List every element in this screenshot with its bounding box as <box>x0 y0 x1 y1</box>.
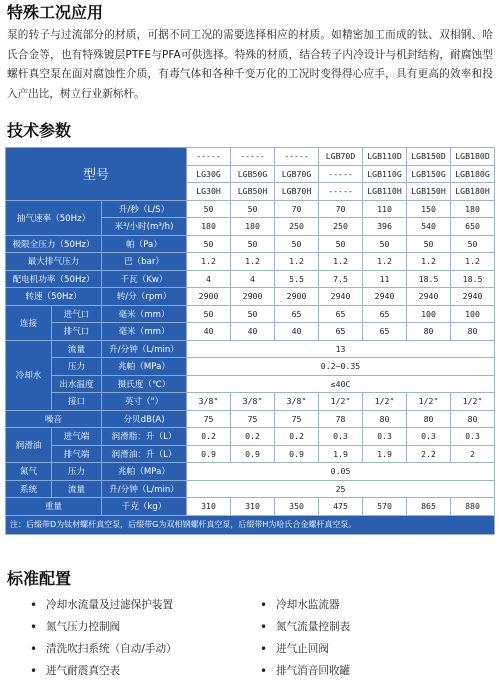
value-cell: 4 <box>231 270 275 288</box>
value-cell: 0.2 <box>187 428 231 446</box>
model-cell: LGB70G <box>275 165 319 183</box>
weight-row <box>6 498 495 516</box>
value-cell: 50 <box>407 235 451 253</box>
value-cell: 0.3 <box>319 428 363 446</box>
cooling-pressure-row <box>6 358 495 376</box>
value-cell: 50 <box>231 305 275 323</box>
list-item-label: 冷却水监流器 <box>276 599 340 611</box>
noise-row <box>6 410 495 428</box>
value-cell: 180 <box>187 218 231 236</box>
value-cell: 100 <box>407 305 451 323</box>
value-cell: 2940 <box>363 288 407 306</box>
value-cell: 2900 <box>231 288 275 306</box>
value-cell: 310 <box>187 498 231 516</box>
ultimate-pressure-label: 极限全压力（50Hz） <box>6 235 102 253</box>
value-cell: 2940 <box>451 288 495 306</box>
sub-label: 排气端 <box>52 445 102 463</box>
unit-cell: 毫米（mm） <box>102 305 187 323</box>
unit-cell: 千瓦（Kw） <box>102 270 187 288</box>
value-cell: 75 <box>231 410 275 428</box>
sub-label: 压力 <box>52 463 102 481</box>
unit-cell: 千克（kg） <box>102 498 187 516</box>
value-cell: 50 <box>275 235 319 253</box>
value-cell: 40 <box>275 323 319 341</box>
value-cell: 3/8" <box>275 393 319 411</box>
value-cell: 80 <box>451 410 495 428</box>
unit-cell: 升/分钟（L/min） <box>102 480 187 498</box>
value-cell: 3/8" <box>187 393 231 411</box>
bullet-icon: • <box>260 620 268 634</box>
cooling-water-label: 冷却水 <box>6 340 52 410</box>
model-cell: LGB150G <box>407 165 451 183</box>
sub-label: 进气端 <box>52 428 102 446</box>
value-cell: 65 <box>319 323 363 341</box>
value-cell: 0.9 <box>275 445 319 463</box>
model-cell: ----- <box>275 148 319 166</box>
model-row-1 <box>6 148 495 166</box>
value-cell: 100 <box>451 305 495 323</box>
value-cell: 70 <box>319 200 363 218</box>
list-item <box>28 594 258 616</box>
nitrogen-label: 氮气 <box>6 463 52 481</box>
list-item <box>258 594 488 616</box>
value-cell: 3/8" <box>231 393 275 411</box>
pumping-speed-label: 抽气速率（50Hz） <box>6 200 102 235</box>
unit-cell: 兆帕（MPa） <box>102 358 187 376</box>
merged-value-cell: 13 <box>187 340 495 358</box>
value-cell: 1.9 <box>363 445 407 463</box>
lube-outlet-row <box>6 445 495 463</box>
table-note: 注：后缀带D为钛材螺杆真空泵，后缀带G为双相钢螺杆真空泵，后缀带H为哈氏合金螺杆真空泵。 <box>6 515 495 534</box>
value-cell: 1.2 <box>275 253 319 271</box>
sub-label: 排气口 <box>52 323 102 341</box>
sub-label: 压力 <box>52 358 102 376</box>
list-item-label: 进气止回阀 <box>276 643 329 655</box>
note-row <box>6 515 495 534</box>
lube-inlet-row <box>6 428 495 446</box>
sub-label: 接口 <box>52 393 102 411</box>
system-label: 系统 <box>6 480 52 498</box>
value-cell: 18.5 <box>451 270 495 288</box>
noise-label: 噪音 <box>6 410 102 428</box>
value-cell: 0.2 <box>275 428 319 446</box>
lube-label: 润滑油 <box>6 428 52 463</box>
list-item <box>28 616 258 638</box>
section-title-standard-config: 标准配置 <box>7 569 72 588</box>
unit-cell: 润滑油：升（L） <box>102 445 187 463</box>
list-item-label: 氮气流量控制表 <box>276 621 351 633</box>
value-cell: 865 <box>407 498 451 516</box>
unit-cell: 兆帕（MPa） <box>102 463 187 481</box>
value-cell: 1.2 <box>407 253 451 271</box>
value-cell: 7.5 <box>319 270 363 288</box>
bullet-icon: • <box>30 598 38 612</box>
value-cell: 0.3 <box>407 428 451 446</box>
value-cell: 50 <box>231 235 275 253</box>
value-cell: 2940 <box>319 288 363 306</box>
model-cell: ----- <box>319 165 363 183</box>
value-cell: 1.2 <box>363 253 407 271</box>
value-cell: 80 <box>407 323 451 341</box>
value-cell: 50 <box>187 235 231 253</box>
value-cell: 65 <box>319 305 363 323</box>
value-cell: 18.5 <box>407 270 451 288</box>
list-item-label: 清洗吹扫系统（自动/手动） <box>46 643 177 655</box>
unit-cell: 帕（Pa） <box>102 235 187 253</box>
value-cell: 50 <box>187 200 231 218</box>
list-item-label: 氮气压力控制阀 <box>46 621 121 633</box>
value-cell: 50 <box>231 200 275 218</box>
value-cell: 4 <box>187 270 231 288</box>
model-cell: LG30G <box>187 165 231 183</box>
value-cell: 570 <box>363 498 407 516</box>
spec-table-wrapper <box>5 147 494 535</box>
list-item <box>28 660 258 682</box>
model-cell: LGB180H <box>451 183 495 201</box>
value-cell: 1.2 <box>319 253 363 271</box>
model-cell: LGB110H <box>363 183 407 201</box>
bullet-icon: • <box>260 642 268 656</box>
connection-label: 连接 <box>6 305 52 340</box>
spec-table <box>5 147 495 535</box>
max-exhaust-pressure-row <box>6 253 495 271</box>
model-cell: LGB110D <box>363 148 407 166</box>
model-label: 型号 <box>6 148 187 201</box>
value-cell: 65 <box>363 323 407 341</box>
bullet-icon: • <box>30 620 38 634</box>
model-cell: LGB110G <box>363 165 407 183</box>
value-cell: 1.9 <box>319 445 363 463</box>
cooling-port-row <box>6 393 495 411</box>
merged-value-cell: ≤40C <box>187 375 495 393</box>
ultimate-pressure-row <box>6 235 495 253</box>
special-conditions-paragraph: 泵的转子与过流部分的材质，可据不同工况的需要选择相应的材质。如精密加工而成的钛、双相钢、哈氏合金等，也有特殊镀层PTFE与PFA可供选择。特殊的材质，结合转子内冷设计与机封结构，耐腐蚀型螺杆真空泵在面对腐蚀性介质，有毒气体和各种千变万化的工况时变得得心应手，具有更高的效率和投入产出比，树立行业新标杆。 <box>7 29 493 100</box>
sub-label: 出水温度 <box>52 375 102 393</box>
rotation-speed-label: 转速（50Hz） <box>6 288 102 306</box>
value-cell: 1/2" <box>319 393 363 411</box>
value-cell: 2900 <box>187 288 231 306</box>
standard-config-left-list <box>28 594 258 682</box>
value-cell: 50 <box>363 235 407 253</box>
value-cell: 80 <box>363 410 407 428</box>
model-cell: LGB50H <box>231 183 275 201</box>
list-item <box>28 638 258 660</box>
model-cell: ----- <box>187 148 231 166</box>
value-cell: 650 <box>451 218 495 236</box>
cooling-flow-row <box>6 340 495 358</box>
model-cell: ----- <box>319 183 363 201</box>
value-cell: 150 <box>407 200 451 218</box>
model-cell: LGB70D <box>319 148 363 166</box>
motor-power-row <box>6 270 495 288</box>
model-cell: LGB180D <box>451 148 495 166</box>
value-cell: 5.5 <box>275 270 319 288</box>
value-cell: 110 <box>363 200 407 218</box>
unit-cell: 毫米（mm） <box>102 323 187 341</box>
value-cell: 396 <box>363 218 407 236</box>
list-item-label: 冷却水流量及过滤保护装置 <box>46 599 174 611</box>
unit-cell: 摄氏度（℃） <box>102 375 187 393</box>
value-cell: 0.2 <box>231 428 275 446</box>
bullet-icon: • <box>30 664 38 678</box>
list-item-label: 排气消音回收罐 <box>276 665 351 677</box>
value-cell: 50 <box>187 305 231 323</box>
sub-label: 进气口 <box>52 305 102 323</box>
unit-cell: 英寸（"） <box>102 393 187 411</box>
standard-config-right-list <box>258 594 488 682</box>
bullet-icon: • <box>260 598 268 612</box>
sub-label: 流量 <box>52 340 102 358</box>
value-cell: 2.2 <box>407 445 451 463</box>
value-cell: 1/2" <box>363 393 407 411</box>
unit-cell: 巴（bar） <box>102 253 187 271</box>
value-cell: 70 <box>275 200 319 218</box>
value-cell: 80 <box>407 410 451 428</box>
value-cell: 350 <box>275 498 319 516</box>
merged-value-cell: 0.2~0.35 <box>187 358 495 376</box>
rotation-speed-row <box>6 288 495 306</box>
value-cell: 2 <box>451 445 495 463</box>
unit-cell: 润滑脂：升（L） <box>102 428 187 446</box>
merged-value-cell: 25 <box>187 480 495 498</box>
value-cell: 250 <box>319 218 363 236</box>
model-cell: ----- <box>231 148 275 166</box>
section-title-tech-params: 技术参数 <box>7 121 72 140</box>
section-title-special-conditions: 特殊工况应用 <box>7 3 104 22</box>
value-cell: 0.3 <box>363 428 407 446</box>
value-cell: 250 <box>275 218 319 236</box>
value-cell: 1.2 <box>231 253 275 271</box>
value-cell: 0.3 <box>451 428 495 446</box>
connection-inlet-row <box>6 305 495 323</box>
value-cell: 475 <box>319 498 363 516</box>
value-cell: 50 <box>451 235 495 253</box>
value-cell: 75 <box>275 410 319 428</box>
value-cell: 40 <box>187 323 231 341</box>
value-cell: 65 <box>363 305 407 323</box>
value-cell: 50 <box>319 235 363 253</box>
value-cell: 11 <box>363 270 407 288</box>
pumping-speed-row-1 <box>6 200 495 218</box>
unit-cell: 分贝dB(A) <box>102 410 187 428</box>
motor-power-label: 配电机功率（50Hz） <box>6 270 102 288</box>
list-item <box>258 616 488 638</box>
model-cell: LGB150D <box>407 148 451 166</box>
value-cell: 0.9 <box>231 445 275 463</box>
model-cell: LG30H <box>187 183 231 201</box>
value-cell: 2900 <box>275 288 319 306</box>
cooling-temp-row <box>6 375 495 393</box>
max-exhaust-pressure-label: 最大排气压力 <box>6 253 102 271</box>
model-cell: LGB50G <box>231 165 275 183</box>
value-cell: 40 <box>231 323 275 341</box>
value-cell: 75 <box>187 410 231 428</box>
list-item <box>258 638 488 660</box>
value-cell: 78 <box>319 410 363 428</box>
value-cell: 1.2 <box>451 253 495 271</box>
value-cell: 310 <box>231 498 275 516</box>
value-cell: 0.9 <box>187 445 231 463</box>
model-cell: LGB70H <box>275 183 319 201</box>
model-cell: LGB180G <box>451 165 495 183</box>
bullet-icon: • <box>30 642 38 656</box>
weight-label: 重量 <box>6 498 102 516</box>
value-cell: 65 <box>275 305 319 323</box>
value-cell: 2940 <box>407 288 451 306</box>
system-row <box>6 480 495 498</box>
unit-cell: 米³/小时(m³/h) <box>102 218 187 236</box>
value-cell: 80 <box>451 323 495 341</box>
merged-value-cell: 0.05 <box>187 463 495 481</box>
value-cell: 180 <box>231 218 275 236</box>
value-cell: 880 <box>451 498 495 516</box>
unit-cell: 转/分（rpm） <box>102 288 187 306</box>
unit-cell: 升/秒（L/S） <box>102 200 187 218</box>
unit-cell: 升/分钟（L/min） <box>102 340 187 358</box>
nitrogen-row <box>6 463 495 481</box>
value-cell: 1/2" <box>407 393 451 411</box>
list-item <box>258 660 488 682</box>
connection-outlet-row <box>6 323 495 341</box>
list-item-label: 进气耐震真空表 <box>46 665 121 677</box>
value-cell: 1/2" <box>451 393 495 411</box>
value-cell: 540 <box>407 218 451 236</box>
bullet-icon: • <box>260 664 268 678</box>
value-cell: 1.2 <box>187 253 231 271</box>
value-cell: 180 <box>451 200 495 218</box>
sub-label: 流量 <box>52 480 102 498</box>
model-cell: LGB150H <box>407 183 451 201</box>
